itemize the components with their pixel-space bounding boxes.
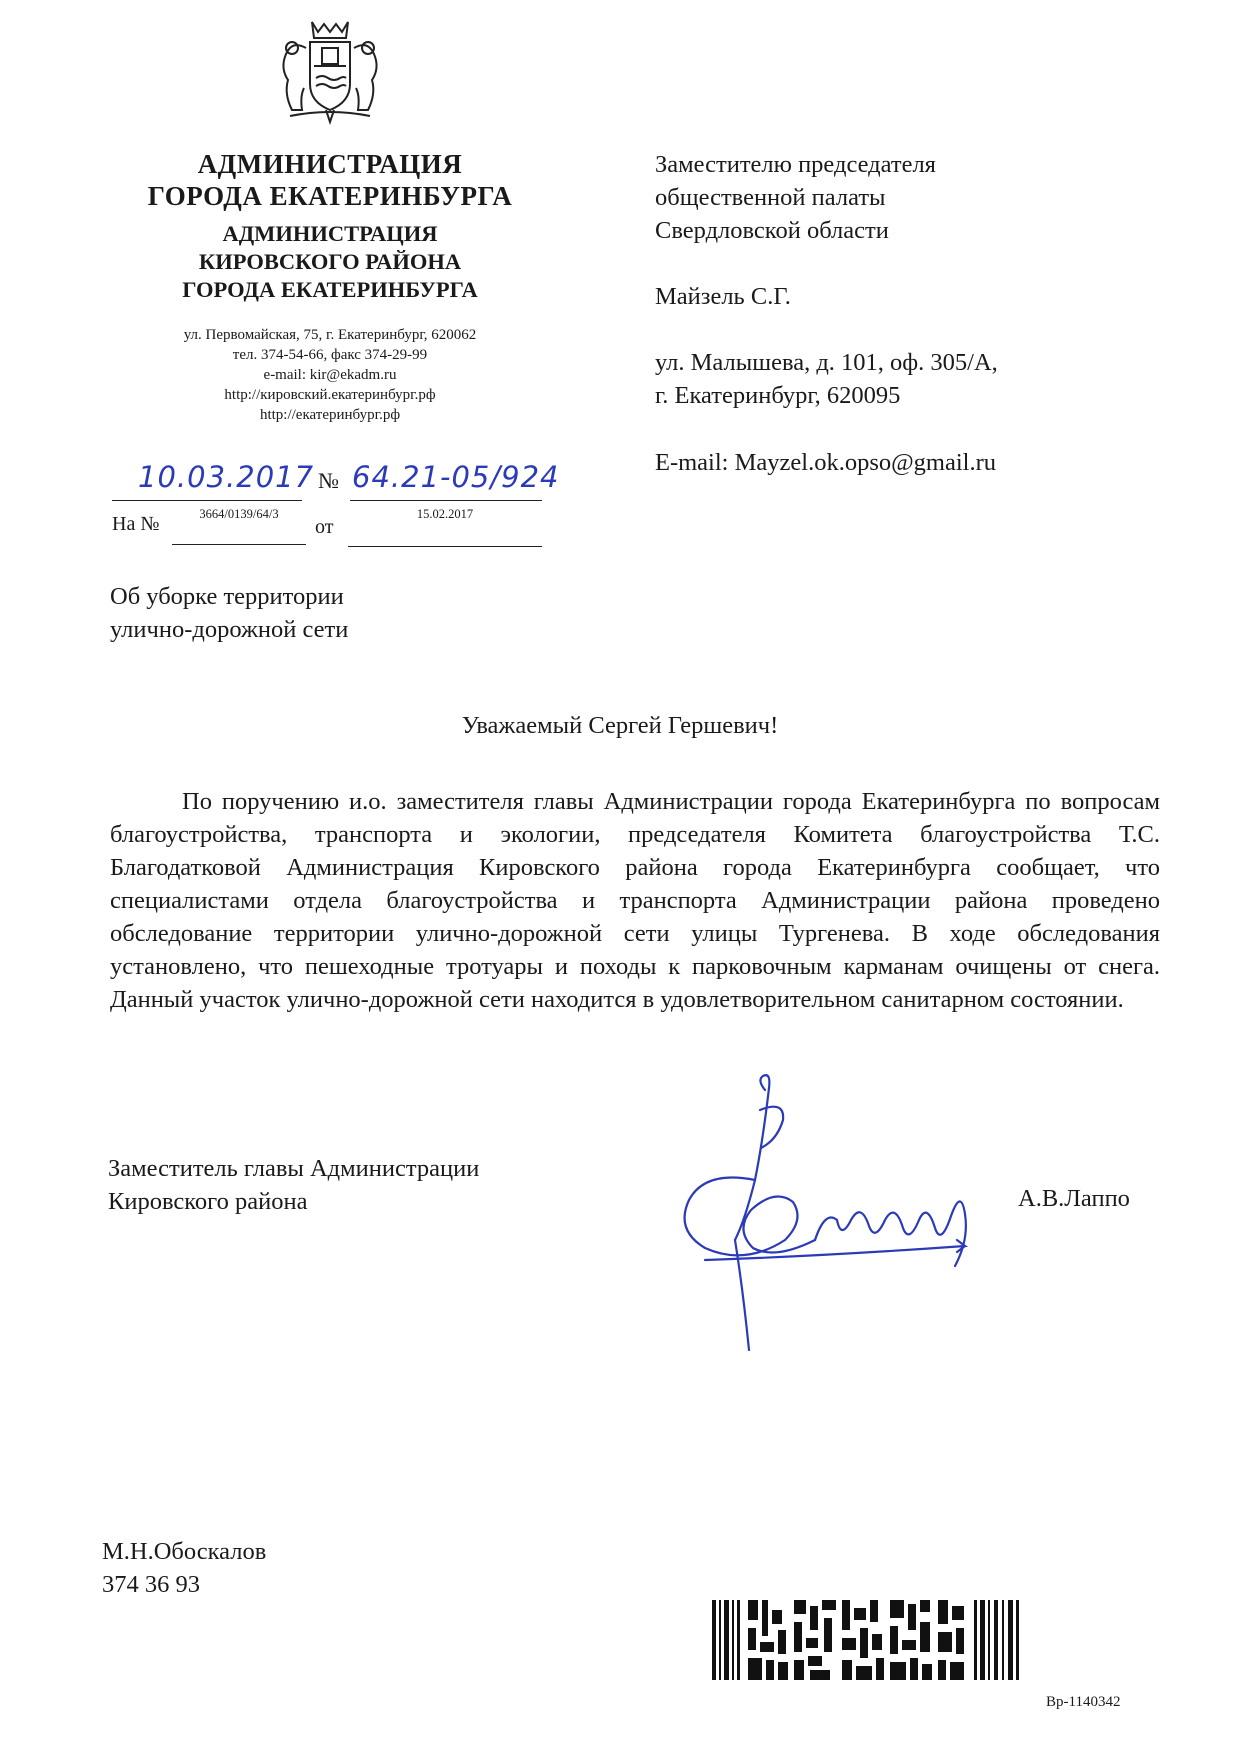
- sender-site1: http://кировский.екатеринбург.рф: [224, 387, 436, 403]
- ref-number: 3664/0139/64/3: [172, 500, 306, 545]
- subject: [110, 580, 348, 646]
- sender-dept-line2: КИРОВСКОГО РАЙОНА: [198, 249, 462, 275]
- recipient-address-line2: г. Екатеринбург, 620095: [655, 382, 901, 409]
- recipient-email: E-mail: Mayzel.ok.opso@gmail.ru: [655, 449, 996, 476]
- reg-date: 10.03.2017: [138, 460, 315, 494]
- executor-name: М.Н.Обоскалов: [102, 1538, 267, 1565]
- reg-number-label: №: [318, 468, 339, 493]
- ref-label: На №: [112, 513, 160, 535]
- sender-address: ул. Первомайская, 75, г. Екатеринбург, 620062: [183, 327, 477, 343]
- signatory-position-line1: Заместитель главы Администрации: [108, 1155, 480, 1182]
- greeting: Уважаемый Сергей Гершевич!: [461, 712, 779, 739]
- sender-department: [95, 220, 565, 304]
- executor: [102, 1535, 266, 1601]
- sender-org-line1: АДМИНИСТРАЦИЯ: [197, 149, 463, 179]
- executor-phone: 374 36 93: [102, 1571, 200, 1598]
- recipient-address: [655, 346, 998, 412]
- recipient-position-line3: Свердловской области: [655, 217, 889, 244]
- sender-contacts: [95, 325, 565, 425]
- recipient-address-line1: ул. Малышева, д. 101, оф. 305/А,: [655, 349, 998, 376]
- sender-email: e-mail: kir@ekadm.ru: [263, 367, 397, 383]
- sender-phone: тел. 374-54-66, факс 374-29-99: [232, 347, 428, 363]
- recipient-name: Майзель С.Г.: [655, 283, 791, 310]
- ref-from-label: от: [315, 516, 334, 538]
- barcode-icon: [712, 1600, 1020, 1680]
- sender-org: [95, 148, 565, 213]
- sender-dept-line3: ГОРОДА ЕКАТЕРИНБУРГА: [182, 277, 478, 303]
- barcode-code: Вр-1140342: [1046, 1694, 1121, 1710]
- subject-line2: улично-дорожной сети: [110, 616, 349, 643]
- recipient-position: [655, 148, 936, 247]
- coat-of-arms-icon: [270, 18, 390, 126]
- recipient-position-line1: Заместителю председателя: [655, 151, 936, 178]
- sender-site2: http://екатеринбург.рф: [259, 407, 401, 423]
- sender-org-line2: ГОРОДА ЕКАТЕРИНБУРГА: [147, 181, 513, 212]
- signatory-position: [108, 1152, 479, 1218]
- sender-dept-line1: АДМИНИСТРАЦИЯ: [222, 221, 438, 246]
- reg-number: 64.21-05/924: [352, 460, 560, 494]
- signatory-name: А.В.Лаппо: [1018, 1185, 1130, 1212]
- letter-body: По поручению и.о. заместителя главы Администрации города Екатеринбурга по вопросам благоустройства, транспорта и экологии, председателя Комитета благоустройства Т.С. Благодатковой Администрация Кировского района города Екатеринбурга сообщает, что специалистами отдела благоустройства и транспорта Администрации района проведено обследование территории улично-дорожной сети улицы Тургенева. В ходе обследования установлено, что пешеходные тротуары и походы к парковочным карманам очищены от снега. Данный участок улично-дорожной сети находится в удовлетворительном санитарном состоянии.: [110, 788, 1160, 1013]
- subject-line1: Об уборке территории: [110, 583, 344, 610]
- handwritten-signature: [665, 1070, 1025, 1360]
- ref-date: 15.02.2017: [348, 500, 542, 547]
- signatory-position-line2: Кировского района: [108, 1188, 308, 1215]
- recipient-position-line2: общественной палаты: [655, 184, 886, 211]
